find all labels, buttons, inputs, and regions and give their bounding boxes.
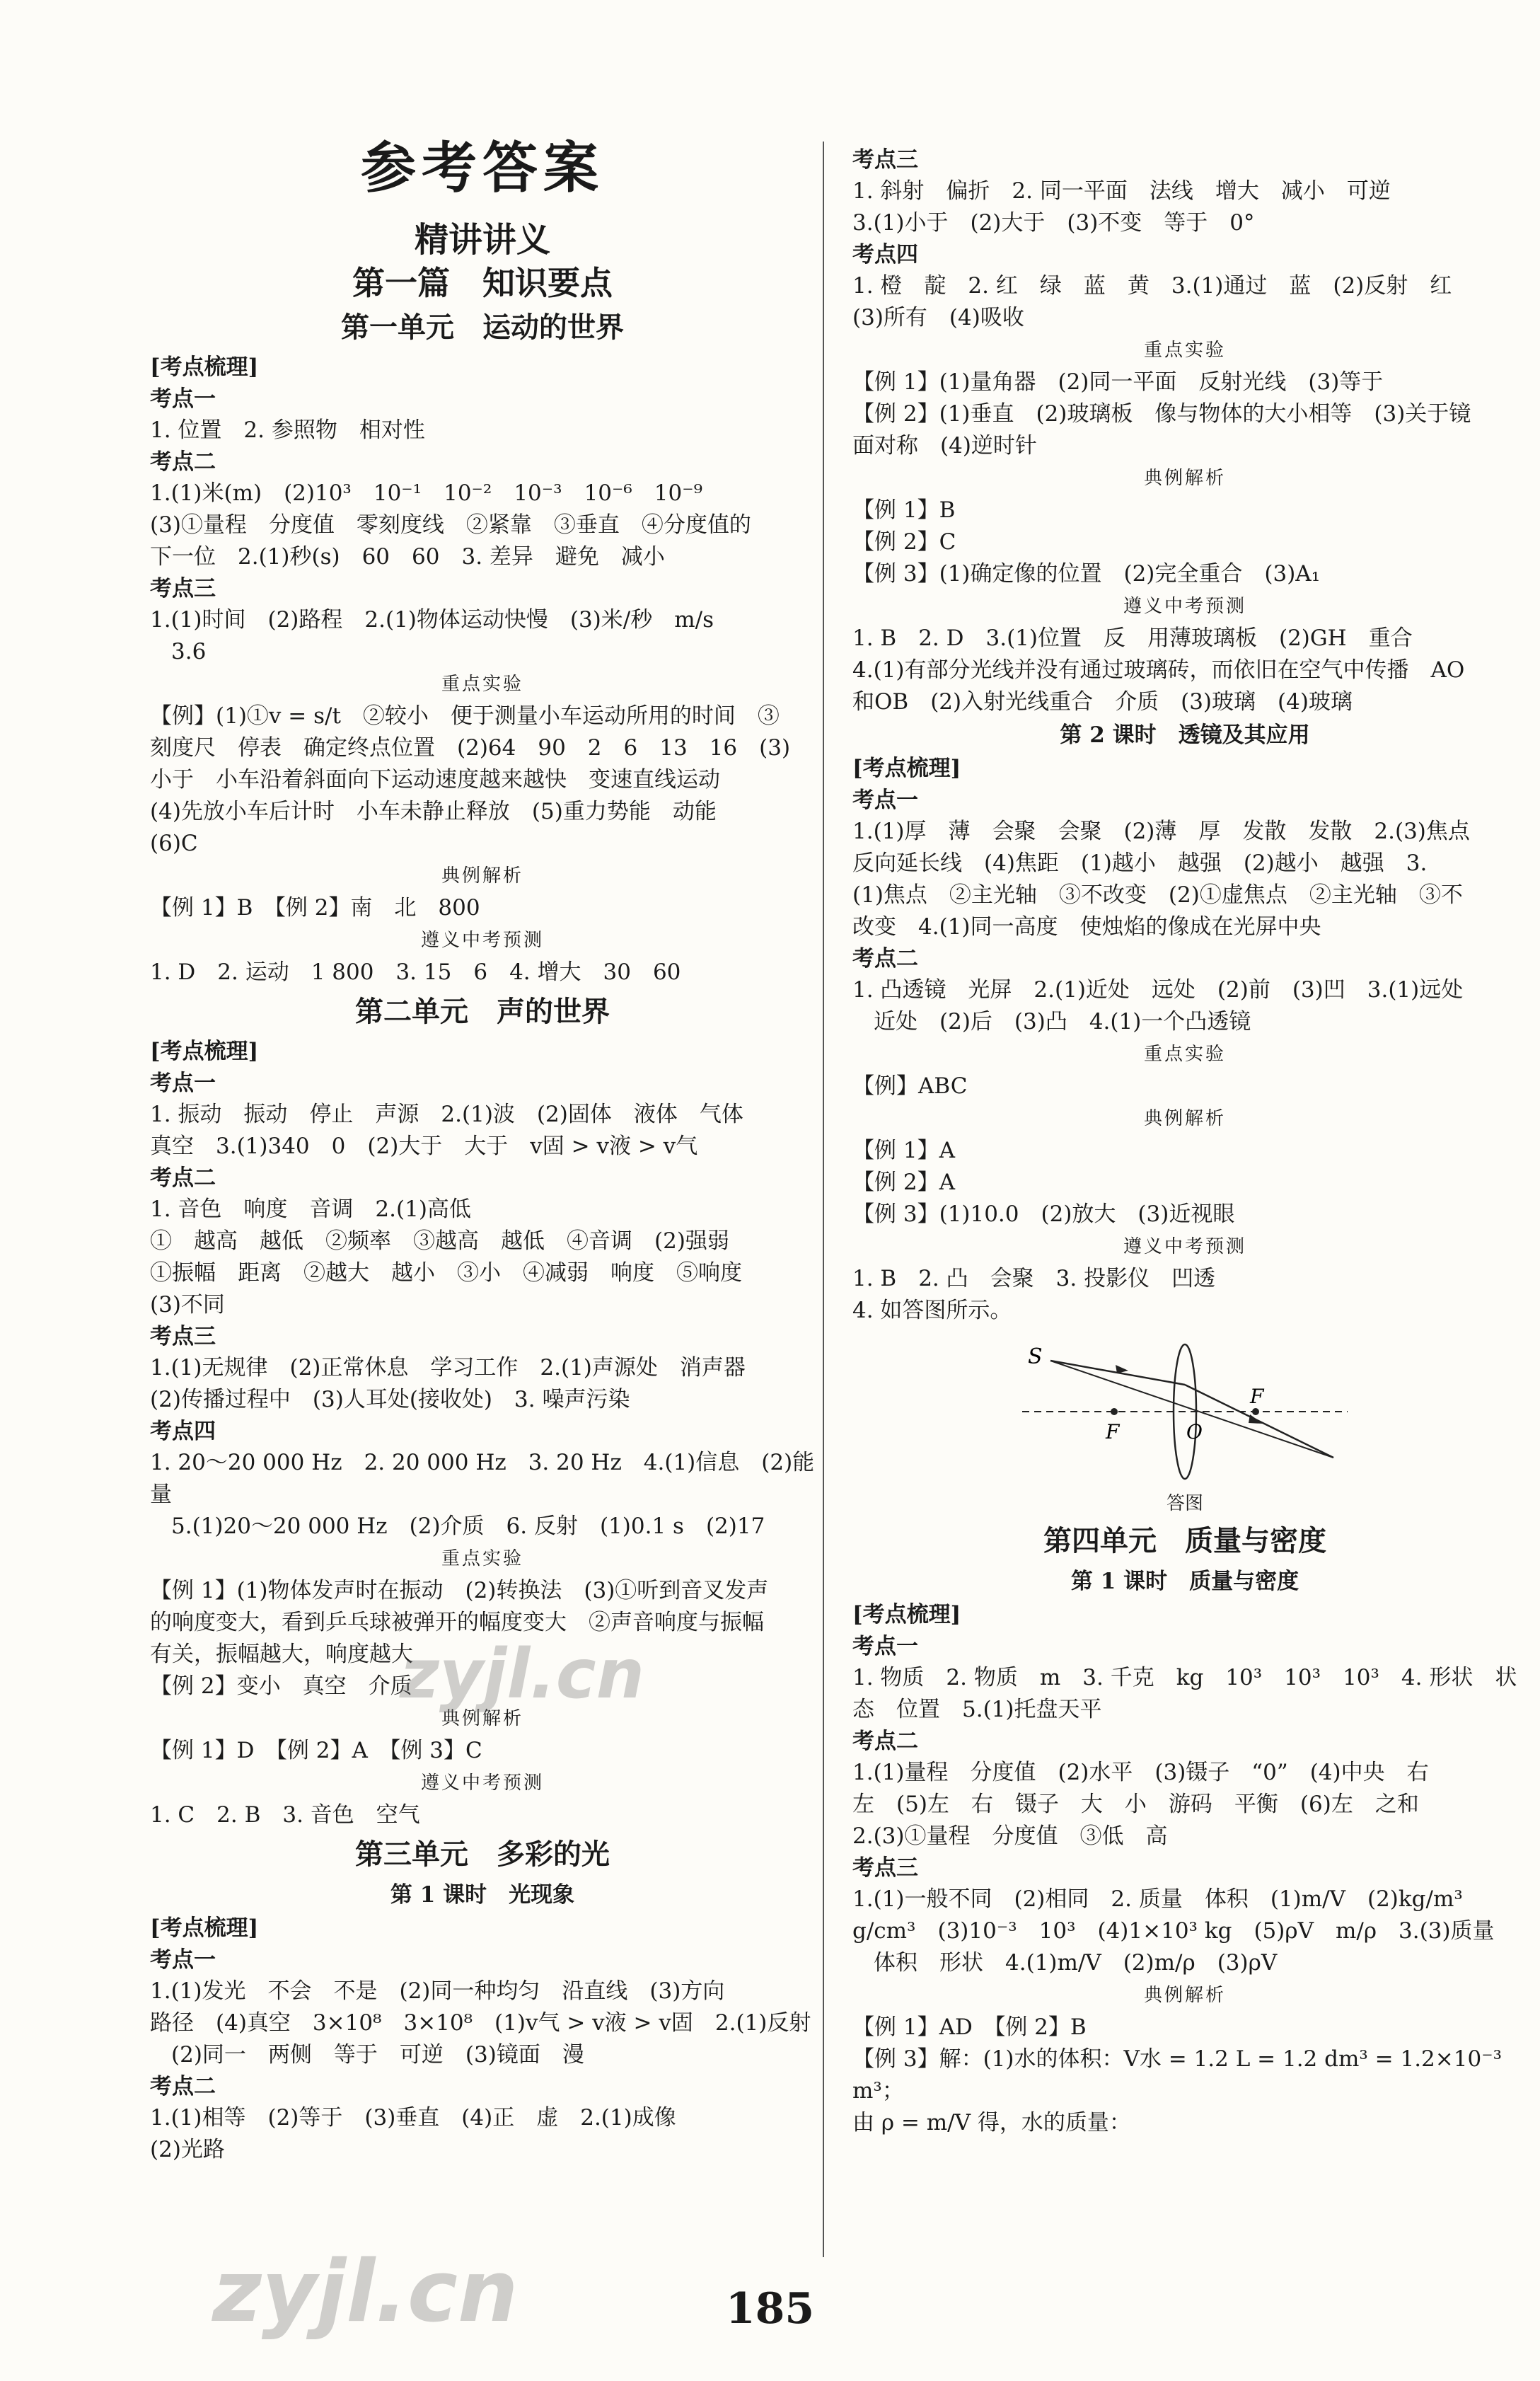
answer-line: 下一位 2.(1)秒(s) 60 60 3. 差异 避免 减小 bbox=[150, 544, 665, 570]
answer-line: 【例 2】A bbox=[852, 1170, 955, 1195]
answer-line: 1. B 2. D 3.(1)位置 反 用薄玻璃板 (2)GH 重合 bbox=[852, 625, 1413, 651]
answer-line: ① 越高 越低 ②频率 ③越高 越低 ④音调 (2)强弱 bbox=[150, 1228, 729, 1254]
key-point-heading: 考点一 bbox=[150, 1071, 216, 1096]
key-point-heading: 考点一 bbox=[852, 788, 918, 813]
lesson-title: 第 2 课时 透镜及其应用 bbox=[1060, 722, 1310, 748]
answer-line: 1. B 2. 凸 会聚 3. 投影仪 凹透 bbox=[852, 1266, 1216, 1291]
answer-line: 由 ρ = m/V 得，水的质量： bbox=[852, 2110, 1131, 2135]
subsection-label: 遵义中考预测 bbox=[420, 930, 544, 951]
answer-line: 2.(3)①量程 分度值 ③低 高 bbox=[852, 1823, 1168, 1849]
answer-line: 和OB (2)入射光线重合 介质 (3)玻璃 (4)玻璃 bbox=[852, 689, 1353, 715]
answer-line: 【例 1】D 【例 2】A 【例 3】C bbox=[150, 1738, 482, 1763]
answer-line: (2)光路 bbox=[150, 2137, 225, 2162]
answer-line: 小于 小车沿着斜面向下运动速度越来越快 变速直线运动 bbox=[150, 767, 720, 792]
key-point-heading: 考点一 bbox=[150, 386, 216, 412]
unit-title: 第一单元 运动的世界 bbox=[341, 311, 624, 344]
answer-line: 【例 1】B 【例 2】南 北 800 bbox=[150, 895, 480, 921]
label-f-right: F bbox=[1250, 1385, 1264, 1408]
lesson-title: 第 1 课时 光现象 bbox=[390, 1882, 575, 1908]
left-column bbox=[150, 134, 815, 2166]
answer-line: 【例 1】AD 【例 2】B bbox=[852, 2014, 1087, 2040]
answer-line: g/cm³ (3)10⁻³ 10³ (4)1×10³ kg (5)ρV m/ρ 3.(3)质量 bbox=[852, 1918, 1495, 1944]
key-point-heading: 考点二 bbox=[150, 449, 216, 475]
subsection-label: 遵义中考预测 bbox=[1123, 596, 1246, 617]
subsection-label: 典例解析 bbox=[1143, 1108, 1226, 1129]
page-number: 185 bbox=[725, 2284, 815, 2334]
lesson-title: 第 1 课时 质量与密度 bbox=[1070, 1569, 1299, 1594]
section-tag: [考点梳理] bbox=[852, 756, 961, 781]
key-point-heading: 考点二 bbox=[852, 1729, 918, 1754]
answer-line: 1.(1)量程 分度值 (2)水平 (3)镊子 “0” (4)中央 右 bbox=[852, 1760, 1429, 1785]
figure-caption: 答图 bbox=[1166, 1493, 1203, 1514]
answer-line: 刻度尺 停表 确定终点位置 (2)64 90 2 6 13 16 (3) bbox=[150, 735, 791, 761]
key-point-heading: 考点四 bbox=[852, 242, 918, 267]
answer-line: 有关，振幅越大，响度越大 bbox=[150, 1642, 413, 1667]
arrow-icon bbox=[1116, 1365, 1128, 1373]
label-f-left: F bbox=[1106, 1420, 1120, 1443]
answer-line: 1.(1)相等 (2)等于 (3)垂直 (4)正 虚 2.(1)成像 bbox=[150, 2105, 676, 2131]
answer-line: 1. 位置 2. 参照物 相对性 bbox=[150, 417, 425, 443]
page-title: 参考答案 bbox=[360, 136, 604, 200]
section-subtitle: 精讲讲义 bbox=[414, 220, 550, 260]
key-point-heading: 考点一 bbox=[150, 1947, 216, 1973]
subsection-label: 遵义中考预测 bbox=[420, 1772, 544, 1794]
unit-title: 第二单元 声的世界 bbox=[355, 995, 610, 1028]
answer-line: (2)传播过程中 (3)人耳处(接收处) 3. 噪声污染 bbox=[150, 1387, 630, 1412]
answer-line: 1. 物质 2. 物质 m 3. 千克 kg 10³ 10³ 10³ 4. 形状 状 bbox=[852, 1665, 1517, 1690]
unit-title: 第三单元 多彩的光 bbox=[355, 1838, 610, 1871]
answer-line: (1)焦点 ②主光轴 ③不改变 (2)①虚焦点 ②主光轴 ③不 bbox=[852, 882, 1463, 908]
subsection-label: 重点实验 bbox=[441, 674, 523, 695]
subsection-label: 典例解析 bbox=[1143, 468, 1226, 489]
answer-line: 5.(1)20～20 000 Hz (2)介质 6. 反射 (1)0.1 s (2)17 bbox=[171, 1514, 765, 1539]
left-content bbox=[150, 307, 815, 2166]
answer-line: 1.(1)时间 (2)路程 2.(1)物体运动快慢 (3)米/秒 m/s bbox=[150, 607, 714, 633]
answer-line: 【例 3】(1)确定像的位置 (2)完全重合 (3)A₁ bbox=[852, 561, 1321, 587]
label-o: O bbox=[1186, 1420, 1203, 1443]
answer-line: 1.(1)一般不同 (2)相同 2. 质量 体积 (1)m/V (2)kg/m³ bbox=[852, 1886, 1463, 1912]
subsection-label: 遵义中考预测 bbox=[1123, 1236, 1246, 1257]
lens-ray-diagram bbox=[1022, 1334, 1348, 1489]
key-point-heading: 考点三 bbox=[852, 147, 918, 173]
subsection-label: 典例解析 bbox=[441, 1708, 523, 1729]
section-tag: [考点梳理] bbox=[150, 354, 259, 380]
answer-line: 路径 (4)真空 3×10⁸ 3×10⁸ (1)v气 > v液 > v固 2.(1)反射 bbox=[150, 2010, 811, 2036]
answer-line: (3)不同 bbox=[150, 1292, 225, 1318]
answer-line: 【例 1】A bbox=[852, 1138, 955, 1163]
answer-line: 【例 1】(1)量角器 (2)同一平面 反射光线 (3)等于 bbox=[852, 369, 1384, 395]
key-point-heading: 考点三 bbox=[150, 576, 216, 601]
answer-line: 1.(1)米(m) (2)10³ 10⁻¹ 10⁻² 10⁻³ 10⁻⁶ 10⁻⁹ bbox=[150, 480, 703, 506]
answer-line: 1.(1)无规律 (2)正常休息 学习工作 2.(1)声源处 消声器 bbox=[150, 1355, 746, 1380]
key-point-heading: 考点二 bbox=[150, 1165, 216, 1191]
answer-line: 1. 斜射 偏折 2. 同一平面 法线 增大 减小 可逆 bbox=[852, 178, 1391, 204]
answer-line: 左 (5)左 右 镊子 大 小 游码 平衡 (6)左 之和 bbox=[852, 1792, 1419, 1817]
arrow-icon bbox=[1249, 1414, 1263, 1424]
answer-line: (4)先放小车后计时 小车未静止释放 (5)重力势能 动能 bbox=[150, 799, 717, 824]
focus-point-right bbox=[1252, 1408, 1259, 1415]
key-point-heading: 考点一 bbox=[852, 1634, 918, 1659]
answer-line: (3)所有 (4)吸收 bbox=[852, 305, 1024, 330]
unit-title: 第四单元 质量与密度 bbox=[1043, 1524, 1326, 1557]
section-tag: [考点梳理] bbox=[150, 1039, 259, 1064]
section-tag: [考点梳理] bbox=[852, 1602, 961, 1627]
subsection-label: 典例解析 bbox=[441, 865, 523, 887]
key-point-heading: 考点二 bbox=[852, 946, 918, 972]
answer-line: 1. D 2. 运动 1 800 3. 15 6 4. 增大 30 60 bbox=[150, 959, 681, 985]
answer-line: 1. 橙 靛 2. 红 绿 蓝 黄 3.(1)通过 蓝 (2)反射 红 bbox=[852, 273, 1452, 299]
answer-line: 近处 (2)后 (3)凸 4.(1)一个凸透镜 bbox=[874, 1009, 1251, 1034]
answer-line: ①振幅 距离 ②越大 越小 ③小 ④减弱 响度 ⑤响度 bbox=[150, 1260, 742, 1286]
answer-line: 1.(1)发光 不会 不是 (2)同一种均匀 沿直线 (3)方向 bbox=[150, 1978, 725, 2004]
label-s: S bbox=[1028, 1344, 1043, 1369]
answer-line: 【例 2】C bbox=[852, 529, 956, 555]
answer-line: 1. 振动 振动 停止 声源 2.(1)波 (2)固体 液体 气体 bbox=[150, 1102, 743, 1127]
watermark: zyjl.cn bbox=[212, 2243, 519, 2341]
answer-line: 1. 20～20 000 Hz 2. 20 000 Hz 3. 20 Hz 4.(1)信息 (2)能量 bbox=[150, 1450, 815, 1507]
answer-line: 体积 形状 4.(1)m/V (2)m/ρ (3)ρV bbox=[874, 1950, 1278, 1976]
answer-line: 改变 4.(1)同一高度 使烛焰的像成在光屏中央 bbox=[852, 914, 1321, 940]
column-divider bbox=[823, 142, 824, 2257]
answer-line: 【例】(1)①v = s/t ②较小 便于测量小车运动所用的时间 ③ bbox=[150, 703, 780, 729]
answer-line: 【例 2】(1)垂直 (2)玻璃板 像与物体的大小相等 (3)关于镜 bbox=[852, 401, 1471, 427]
answer-line: 面对称 (4)逆时针 bbox=[852, 433, 1037, 459]
answer-line: 1. 凸透镜 光屏 2.(1)近处 远处 (2)前 (3)凹 3.(1)远处 bbox=[852, 977, 1464, 1003]
subsection-label: 重点实验 bbox=[1143, 1044, 1226, 1065]
answer-line: 【例 2】变小 真空 介质 bbox=[150, 1673, 412, 1699]
answer-line: 1. C 2. B 3. 音色 空气 bbox=[150, 1802, 420, 1828]
answer-line: (2)同一 两侧 等于 可逆 (3)镜面 漫 bbox=[171, 2042, 584, 2068]
watermark: zyjl.cn bbox=[400, 1635, 644, 1714]
answer-line: 3.(1)小于 (2)大于 (3)不变 等于 0° bbox=[852, 210, 1255, 236]
answer-line: 1. 音色 响度 音调 2.(1)高低 bbox=[150, 1197, 471, 1222]
answer-line: 【例 3】解：(1)水的体积：V水 = 1.2 L = 1.2 dm³ = 1.2×10⁻³ m³； bbox=[852, 2046, 1509, 2104]
answer-line: 态 位置 5.(1)托盘天平 bbox=[852, 1697, 1102, 1722]
subsection-label: 典例解析 bbox=[1143, 1985, 1226, 2006]
answer-line: (3)①量程 分度值 零刻度线 ②紧靠 ③垂直 ④分度值的 bbox=[150, 512, 751, 538]
answer-line: 【例 1】B bbox=[852, 497, 956, 523]
subsection-label: 重点实验 bbox=[441, 1548, 523, 1569]
focus-point-left bbox=[1111, 1408, 1118, 1415]
answer-line: 3.6 bbox=[171, 639, 207, 664]
answer-line: 【例 3】(1)10.0 (2)放大 (3)近视眼 bbox=[852, 1201, 1235, 1227]
answer-line: 反向延长线 (4)焦距 (1)越小 越强 (2)越小 越强 3. bbox=[852, 851, 1428, 876]
subsection-label: 重点实验 bbox=[1143, 340, 1226, 361]
answer-line: 4.(1)有部分光线并没有通过玻璃砖，而依旧在空气中传播 AO bbox=[852, 657, 1465, 683]
section-tag: [考点梳理] bbox=[150, 1915, 259, 1941]
answer-line: 的响度变大，看到乒乓球被弹开的幅度变大 ②声音响度与振幅 bbox=[150, 1610, 764, 1635]
key-point-heading: 考点三 bbox=[852, 1855, 918, 1881]
answer-line: 真空 3.(1)340 0 (2)大于 大于 v固 > v液 > v气 bbox=[150, 1134, 698, 1159]
key-point-heading: 考点二 bbox=[150, 2074, 216, 2099]
answer-line: 1.(1)厚 薄 会聚 会聚 (2)薄 厚 发散 发散 2.(3)焦点 bbox=[852, 819, 1470, 844]
right-column bbox=[852, 144, 1517, 2139]
key-point-heading: 考点三 bbox=[150, 1324, 216, 1349]
answer-line: 4. 如答图所示。 bbox=[852, 1298, 1012, 1323]
right-content bbox=[852, 144, 1517, 2139]
key-point-heading: 考点四 bbox=[150, 1419, 216, 1444]
answer-line: 【例】ABC bbox=[852, 1073, 968, 1099]
answer-line: (6)C bbox=[150, 831, 198, 856]
answer-line: 【例 1】(1)物体发声时在振动 (2)转换法 (3)①听到音叉发声 bbox=[150, 1578, 769, 1603]
part-title: 第一篇 知识要点 bbox=[352, 264, 613, 302]
